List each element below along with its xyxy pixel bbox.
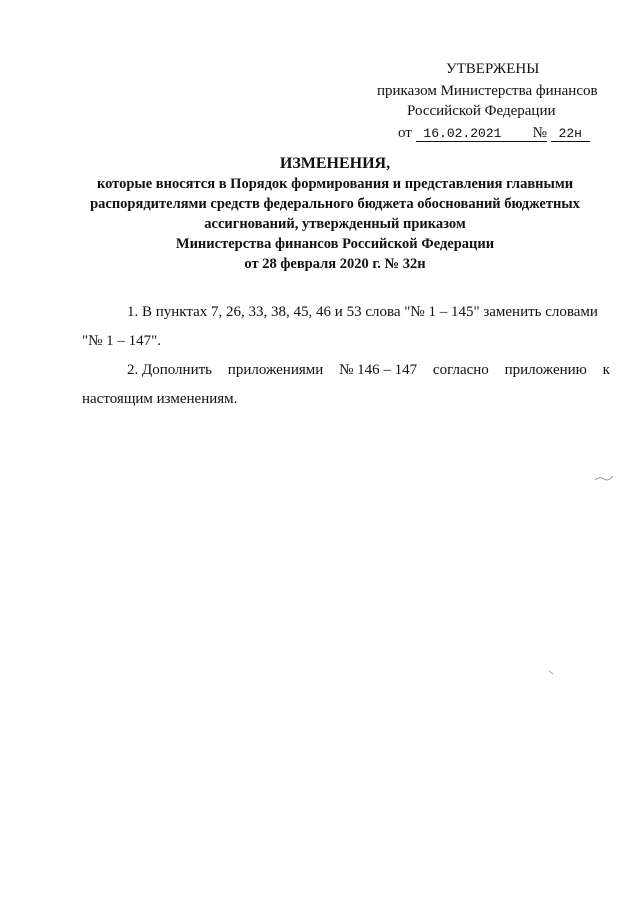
scan-speck-icon	[548, 670, 554, 676]
scan-speck	[548, 668, 554, 679]
item-2-line-2: настоящим изменениям.	[82, 391, 238, 407]
number-prefix: №	[532, 125, 547, 141]
approval-issuer: приказом Министерства финансов	[377, 83, 598, 99]
heading-title: ИЗМЕНЕНИЯ,	[279, 155, 391, 172]
scan-mark	[594, 474, 614, 485]
document-body	[82, 298, 610, 414]
item-2-word: приложениями	[227, 362, 324, 378]
approval-number: 22н	[551, 126, 590, 142]
heading-line-4: Министерства финансов Российской Федерации	[175, 236, 495, 252]
item-2-word: 2. Дополнить	[127, 362, 212, 378]
item-2-line-1	[82, 356, 610, 385]
item-2-word: согласно	[432, 362, 489, 378]
heading-line-5: от 28 февраля 2020 г. № 32н	[244, 256, 426, 272]
date-prefix: от	[398, 125, 412, 141]
item-2-word: приложению	[504, 362, 587, 378]
document-heading	[60, 154, 610, 274]
approval-date-number	[398, 122, 590, 145]
approval-title: УТВЕРЖЕНЫ	[446, 61, 540, 77]
item-1	[82, 298, 610, 356]
item-2	[82, 356, 610, 414]
item-2-word: к	[602, 362, 610, 378]
heading-line-2: распорядителями средств федерального бюджета обоснований бюджетных	[90, 196, 580, 212]
item-2-word: № 146 – 147	[339, 362, 418, 378]
scan-mark-icon	[594, 474, 614, 482]
item-1-line-1: 1. В пунктах 7, 26, 33, 38, 45, 46 и 53 слова "№ 1 – 145" заменить словами	[127, 304, 598, 320]
heading-line-1: которые вносятся в Порядок формирования и представления главными	[96, 176, 574, 192]
approval-date: 16.02.2021	[416, 126, 533, 142]
heading-line-3: ассигнований, утвержденный приказом	[204, 216, 466, 232]
approval-country: Российской Федерации	[407, 103, 556, 119]
item-1-line-2: "№ 1 – 147".	[82, 333, 162, 349]
